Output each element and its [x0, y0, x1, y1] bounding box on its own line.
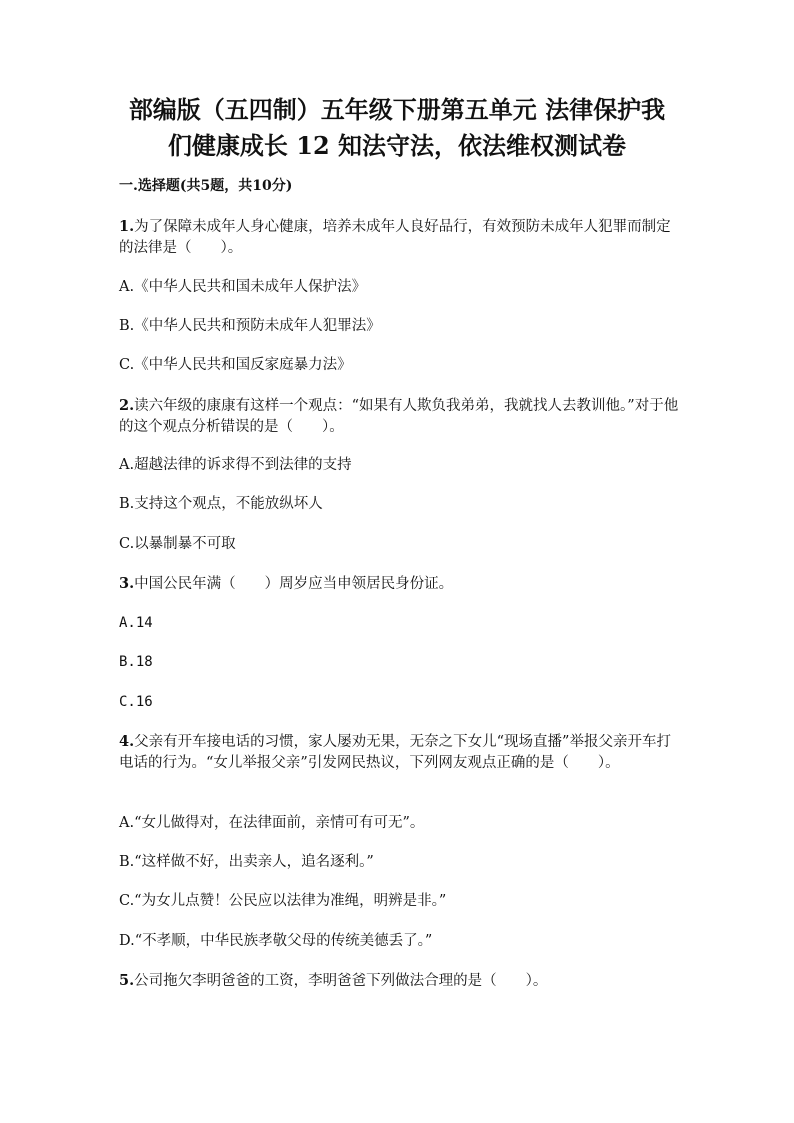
- question-2: [119, 395, 679, 438]
- question-text: 读六年级的康康有这样一个观点：“如果有人欺负我弟弟，我就找人去教训他。”对于他的这个观点分析错误的是（ ）。: [119, 398, 679, 435]
- option-4d[interactable]: D.“不孝顺，中华民族孝敬父母的传统美德丢了。”: [119, 933, 433, 949]
- option-3a[interactable]: A.14: [119, 615, 153, 631]
- question-number: 5.: [119, 972, 135, 989]
- option-4b[interactable]: B.“这样做不好，出卖亲人，追名逐利。”: [119, 854, 374, 870]
- question-number: 2.: [119, 397, 135, 414]
- option-3c[interactable]: C.16: [119, 694, 153, 710]
- question-number: 1.: [119, 218, 135, 235]
- option-3b[interactable]: B.18: [119, 654, 153, 670]
- title-line-2: 们健康成长 12 知法守法，依法维权测试卷: [167, 131, 627, 160]
- question-text: 中国公民年满（ ）周岁应当申领居民身份证。: [134, 576, 454, 592]
- question-1: [119, 216, 679, 259]
- question-text: 公司拖欠李明爸爸的工资，李明爸爸下列做法合理的是（ ）。: [134, 973, 548, 989]
- question-text: 父亲有开车接电话的习惯，家人屡劝无果，无奈之下女儿“现场直播”举报父亲开车打电话的行为。“女儿举报父亲”引发网民热议，下列网友观点正确的是（ ）。: [119, 734, 671, 771]
- page-title: [100, 92, 694, 164]
- option-1a[interactable]: A.《中华人民共和国未成年人保护法》: [119, 279, 367, 295]
- option-4c[interactable]: C.“为女儿点赞！公民应以法律为准绳，明辨是非。”: [119, 893, 447, 909]
- option-1b[interactable]: B.《中华人民共和预防未成年人犯罪法》: [119, 318, 381, 334]
- question-number: 3.: [119, 575, 135, 592]
- question-4: [119, 731, 679, 774]
- question-text: 为了保障未成年人身心健康，培养未成年人良好品行，有效预防未成年人犯罪而制定的法律是（ ）。: [119, 219, 671, 256]
- title-line-1: 部编版（五四制）五年级下册第五单元 法律保护我: [128, 95, 666, 124]
- question-5: [119, 970, 679, 992]
- question-3: [119, 573, 679, 595]
- option-2c[interactable]: C.以暴制暴不可取: [119, 536, 236, 552]
- option-1c[interactable]: C.《中华人民共和国反家庭暴力法》: [119, 357, 352, 373]
- option-2a[interactable]: A.超越法律的诉求得不到法律的支持: [119, 457, 352, 473]
- option-2b[interactable]: B.支持这个观点，不能放纵坏人: [119, 496, 323, 512]
- option-4a[interactable]: A.“女儿做得对，在法律面前，亲情可有可无”。: [119, 815, 425, 831]
- question-number: 4.: [119, 733, 135, 750]
- section-header: 一.选择题(共5题，共10分): [119, 178, 293, 194]
